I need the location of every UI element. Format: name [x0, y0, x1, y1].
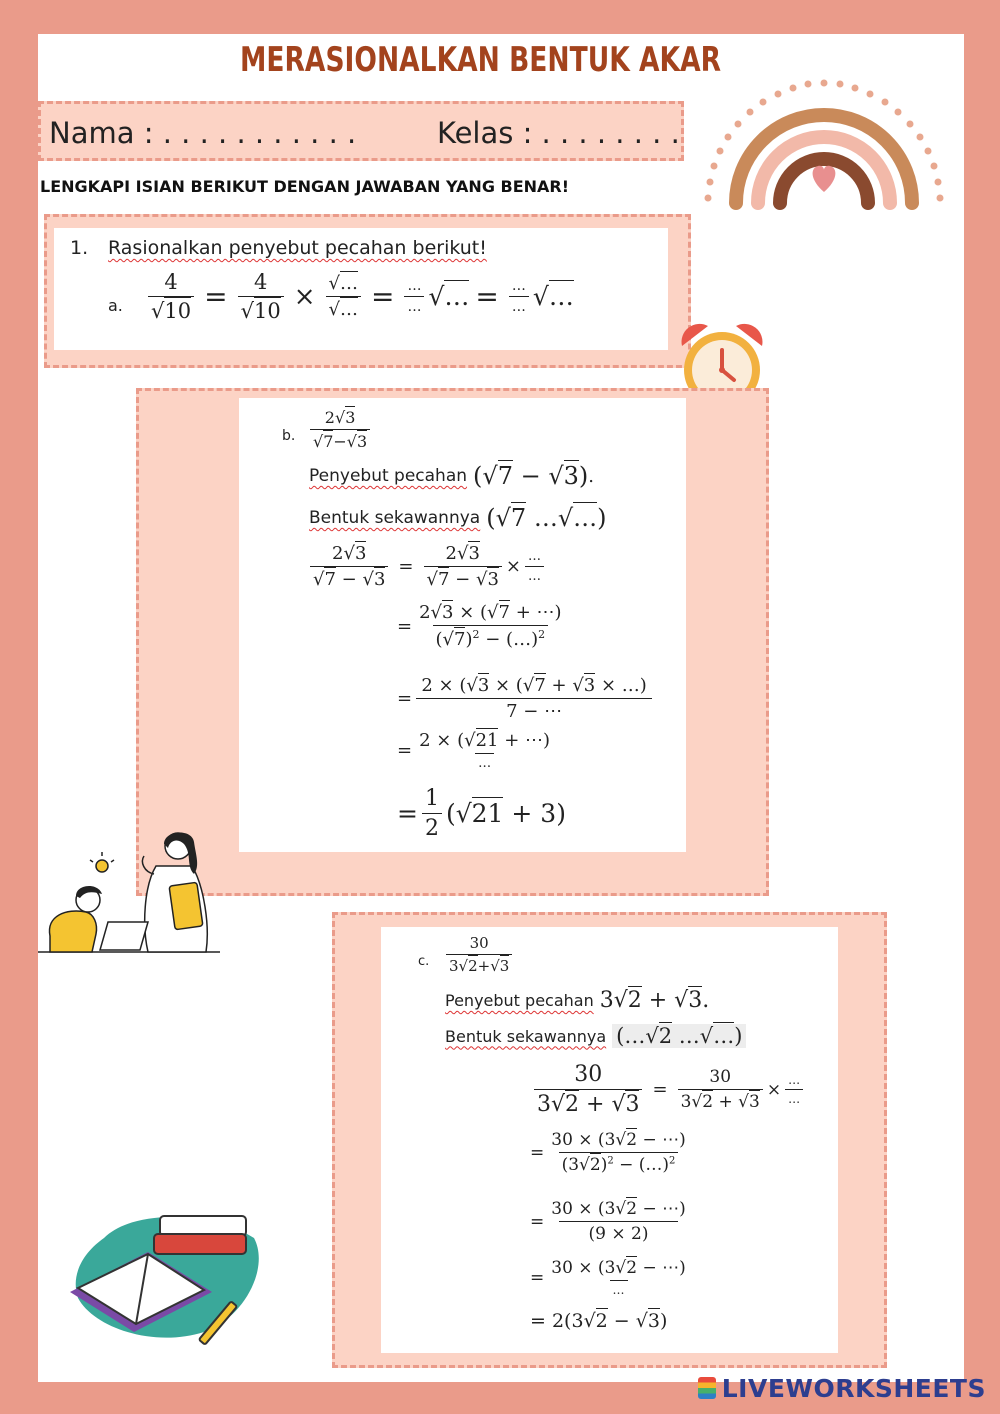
label-a: a. [108, 296, 123, 315]
question-number: 1. [70, 237, 89, 259]
page-title: MERASIONALKAN BENTUK AKAR [240, 40, 722, 80]
blank-input[interactable]: … [513, 629, 532, 650]
blank-input[interactable]: … [621, 675, 640, 696]
expression-c: $\frac{30}{3√2+√3}$ [442, 934, 516, 975]
label-b: b. [282, 428, 296, 444]
blank-input[interactable]: … [788, 1073, 801, 1087]
blank-input[interactable]: … [525, 566, 544, 584]
teacher-student-illustration [36, 826, 226, 956]
step-c-3: = $\frac{30 \times (3√2 - \cdots)}{(9 \times 2)}$ [530, 1199, 686, 1244]
name-field[interactable]: Nama : . . . . . . . . . . . [49, 116, 357, 150]
conjugate-label: Bentuk sekawannya [309, 508, 481, 528]
blank-input[interactable]: … [533, 504, 558, 532]
step-b-3: = $\frac{2 \times (√3 \times (√7 + √3 \times \dots)}{7 - \cdots}$ [397, 675, 656, 722]
denominator-line-c: Penyebut pecahan 3√2 + √3. [445, 988, 710, 1013]
blank-input[interactable]: … [624, 1024, 646, 1048]
class-field[interactable]: Kelas : . . . . . . . . [437, 116, 680, 150]
step-b-5: = $\frac{1}{2}$ (√21 + 3) [397, 786, 566, 841]
step-c-2: = $\frac{30 \times (3√2 - \cdots)}{(3√2)^2 - (\dots)^2}$ [530, 1130, 686, 1175]
blank-input[interactable]: ⋯ [525, 730, 544, 751]
step-c-4: = $\frac{30 \times (3√2 - \cdots)}{\dots}$ [530, 1258, 686, 1297]
blank-input[interactable]: … [444, 282, 470, 311]
expression-b: $\frac{2√3}{√7-√3}$ [306, 408, 374, 451]
denominator-label: Penyebut pecahan [445, 991, 594, 1010]
label-c: c. [418, 954, 430, 969]
blank-input[interactable]: … [785, 1089, 803, 1106]
liveworksheets-watermark [698, 1374, 986, 1403]
blank-input[interactable]: ⋯ [662, 1258, 680, 1278]
step-c-5: = 2(3√2 − √3) [530, 1310, 668, 1332]
blank-input[interactable]: … [509, 296, 529, 315]
blank-input[interactable]: … [678, 1024, 700, 1048]
blank-input[interactable]: … [573, 504, 598, 532]
equation-a: $\frac{4}{√10}$ = $\frac{4}{√10}$ × $\frac{√\dots}{√\dots}$ = $\frac{\dots}{\dots}$ √… = $\frac{\dots}{\dots}$ √… [144, 270, 574, 323]
denominator-line-b: Penyebut pecahan (√7 − √3) . [309, 462, 595, 490]
blank-input[interactable]: ⋯ [662, 1199, 680, 1219]
denominator-label: Penyebut pecahan [309, 466, 468, 486]
rainbow-illustration [698, 68, 950, 210]
conjugate-label: Bentuk sekawannya [445, 1026, 607, 1046]
blank-input[interactable]: … [610, 1280, 628, 1297]
blank-input[interactable]: … [528, 549, 541, 564]
books-illustration [64, 1208, 274, 1348]
instruction-text: LENGKAPI ISIAN BERIKUT DENGAN JAWABAN YANG BENAR! [40, 177, 570, 196]
blank-input[interactable]: … [340, 273, 358, 294]
blank-input[interactable]: … [548, 282, 574, 311]
blank-input[interactable]: … [404, 296, 424, 315]
watermark-text: LIVEWORKSHEETS [721, 1374, 986, 1403]
question-1-text [70, 237, 487, 259]
blank-input[interactable]: … [511, 278, 526, 294]
blank-input[interactable]: … [407, 278, 422, 294]
blank-input[interactable]: ⋯ [544, 701, 563, 722]
blank-input[interactable]: ⋯ [536, 602, 555, 623]
step-b-4: = $\frac{2 \times (√21 + \cdots)}{\dots}$ [397, 730, 551, 771]
step-b-1: $\frac{2√3}{√7 - √3}$ = $\frac{2√3}{√7 - √3}$ × $\frac{\dots}{\dots}$ [306, 543, 548, 590]
blank-input[interactable]: ⋯ [662, 1130, 680, 1150]
liveworksheets-logo-icon [698, 1377, 716, 1399]
blank-input[interactable]: … [475, 753, 494, 771]
step-c-1: $\frac{30}{3√2 + √3}$ = $\frac{30}{3√2 + √3}$ × $\frac{\dots}{\dots}$ [530, 1062, 807, 1117]
conjugate-line-c: Bentuk sekawannya (…√2 …√…) [445, 1024, 746, 1048]
blank-input[interactable]: … [713, 1024, 735, 1048]
step-b-2: = $\frac{2√3 \times (√7 + \cdots)}{(√7)^2 - (\dots)^2}$ [397, 602, 562, 650]
blank-input[interactable]: … [340, 299, 358, 320]
blank-input[interactable]: … [645, 1155, 663, 1175]
question-prompt: Rasionalkan penyebut pecahan berikut! [108, 237, 487, 259]
name-class-bar [38, 101, 684, 161]
conjugate-line-b: Bentuk sekawannya (√7 …√…) [309, 504, 607, 532]
